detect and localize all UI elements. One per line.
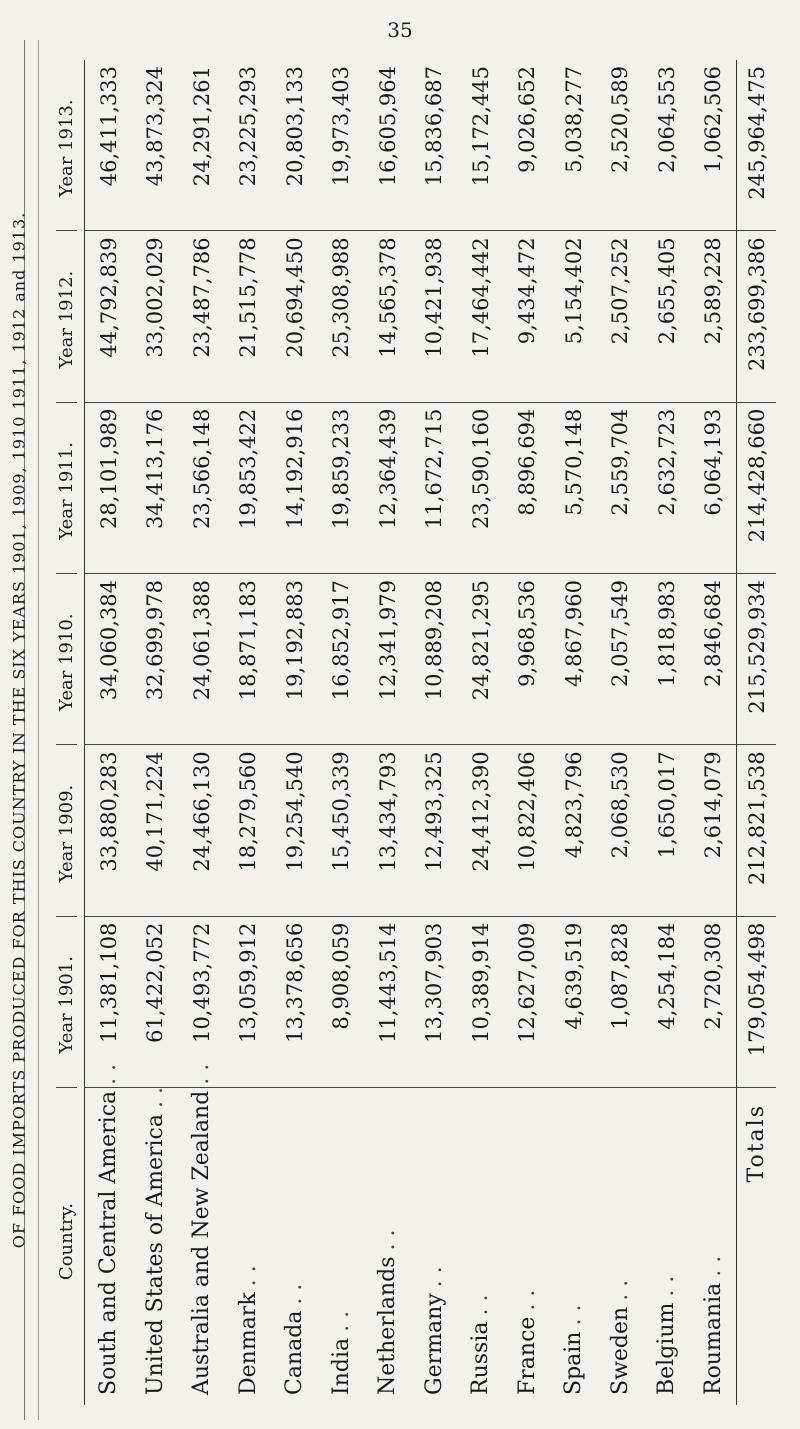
- value-cell: 5,570,148: [550, 402, 597, 573]
- table-row: [504, 60, 551, 1405]
- country-name: [364, 1087, 411, 1405]
- header-year: Year 1911.: [56, 402, 77, 573]
- value-cell: 13,378,656: [271, 916, 318, 1087]
- table-row: [225, 60, 272, 1405]
- value-cell: 2,720,308: [690, 916, 737, 1087]
- leader-dots: . .: [421, 1266, 447, 1288]
- value-cell: 23,590,160: [457, 402, 504, 573]
- value-cell: 44,792,839: [85, 230, 132, 401]
- header-year: Year 1910.: [56, 573, 77, 744]
- value-cell: 6,064,193: [690, 402, 737, 573]
- value-cell: 13,434,793: [364, 744, 411, 915]
- value-cell: 8,896,694: [504, 402, 551, 573]
- header-country: Country.: [56, 1087, 77, 1405]
- table-row: [643, 60, 690, 1405]
- imports-table: [48, 60, 776, 1405]
- value-cell: 43,873,324: [143, 66, 167, 187]
- value-cell: 2,846,684: [690, 573, 737, 744]
- country-name: [690, 1087, 737, 1405]
- value-cell: 19,859,233: [318, 402, 365, 573]
- value-cell: 2,057,549: [597, 573, 644, 744]
- value-cell: 19,973,403: [329, 66, 353, 187]
- value-cell: 19,254,540: [271, 744, 318, 915]
- value-cell: 15,836,687: [422, 66, 446, 187]
- table-row: [318, 60, 365, 1405]
- value-cell: 9,434,472: [504, 230, 551, 401]
- table-body: [85, 60, 736, 1405]
- value-cell: 25,308,988: [318, 230, 365, 401]
- value-cell: 15,172,445: [468, 66, 493, 187]
- country-label: Roumania: [700, 1282, 726, 1395]
- value-cell: 24,061,388: [178, 573, 225, 744]
- value-cell: 34,413,176: [132, 402, 179, 573]
- table-row: [178, 60, 225, 1405]
- leader-dots: . .: [468, 1294, 493, 1316]
- value-cell: 2,589,228: [690, 230, 737, 401]
- value-cell: 4,867,960: [550, 573, 597, 744]
- value-cell: 23,225,293: [236, 66, 260, 187]
- value-cell: 1,062,506: [701, 66, 725, 173]
- country-name: [597, 1087, 644, 1405]
- country-label: Denmark: [235, 1292, 261, 1395]
- leader-dots: . .: [282, 1283, 307, 1305]
- side-title-text: OF FOOD IMPORTS PRODUCED FOR THIS COUNTRY IN THE SIX YEARS 1901, 1909, 1910 1911, 1912 and 1913.: [9, 211, 29, 1249]
- value-cell: 16,605,964: [375, 66, 400, 187]
- table-row: [132, 60, 179, 1405]
- value-cell: 15,450,339: [318, 744, 365, 915]
- value-cell: 16,852,917: [318, 573, 365, 744]
- page-number: 35: [387, 18, 413, 42]
- totals-value: 214,428,660: [737, 402, 776, 573]
- country-name: [85, 1063, 132, 1405]
- value-cell: 18,279,560: [225, 744, 272, 915]
- value-cell: 14,565,378: [364, 230, 411, 401]
- value-cell: 46,411,333: [96, 66, 121, 187]
- header-year: Year 1912.: [56, 230, 77, 401]
- side-title: [0, 40, 38, 1420]
- country-name: [550, 1087, 597, 1405]
- value-cell: 10,822,406: [504, 744, 551, 915]
- header-year: Year 1901.: [56, 916, 77, 1087]
- value-cell: 10,389,914: [457, 916, 504, 1087]
- country-label: Spain: [561, 1331, 586, 1395]
- value-cell: 24,821,295: [457, 573, 504, 744]
- value-cell: 10,889,208: [411, 573, 458, 744]
- leader-dots: . .: [189, 1063, 214, 1085]
- totals-row: [736, 60, 776, 1405]
- value-cell: 33,002,029: [132, 230, 179, 401]
- country-name: [178, 1063, 225, 1405]
- value-cell: 23,487,786: [178, 230, 225, 401]
- table-row: [271, 60, 318, 1405]
- country-name: [504, 1087, 551, 1405]
- totals-value: 212,821,538: [737, 744, 776, 915]
- country-label: Canada: [282, 1310, 307, 1395]
- header-year: Year 1913.: [55, 99, 77, 197]
- value-cell: 14,192,916: [271, 402, 318, 573]
- table-row: [690, 60, 737, 1405]
- header-year: Year 1909.: [56, 744, 77, 915]
- totals-value: 179,054,498: [737, 916, 776, 1087]
- country-label: Belgium: [654, 1302, 679, 1395]
- value-cell: 28,101,989: [85, 402, 132, 573]
- country-label: Sweden: [607, 1306, 633, 1395]
- value-cell: 19,853,422: [225, 402, 272, 573]
- totals-value: 245,964,475: [744, 66, 769, 200]
- value-cell: 2,520,589: [608, 66, 632, 173]
- value-cell: 10,493,772: [178, 916, 225, 1087]
- value-cell: 2,655,405: [643, 230, 690, 401]
- value-cell: 20,694,450: [271, 230, 318, 401]
- country-name: [643, 1087, 690, 1405]
- table-row: [550, 60, 597, 1405]
- value-cell: 13,307,903: [411, 916, 458, 1087]
- country-name: [318, 1087, 365, 1405]
- table-header: [48, 60, 85, 1405]
- leader-dots: . .: [96, 1063, 121, 1085]
- value-cell: 10,421,938: [411, 230, 458, 401]
- country-name: [457, 1087, 504, 1405]
- value-cell: 17,464,442: [457, 230, 504, 401]
- country-label: Netherlands: [375, 1256, 400, 1395]
- leader-dots: . .: [607, 1279, 633, 1301]
- value-cell: 13,059,912: [225, 916, 272, 1087]
- totals-value: 233,699,386: [737, 230, 776, 401]
- country-label: France: [514, 1316, 540, 1395]
- value-cell: 4,639,519: [550, 916, 597, 1087]
- value-cell: 24,412,390: [457, 744, 504, 915]
- value-cell: 24,291,261: [189, 66, 214, 187]
- country-label: Germany: [421, 1293, 447, 1395]
- value-cell: 12,364,439: [364, 402, 411, 573]
- leader-dots: . .: [514, 1289, 540, 1311]
- value-cell: 1,087,828: [597, 916, 644, 1087]
- value-cell: 18,871,183: [225, 573, 272, 744]
- table-row: [411, 60, 458, 1405]
- value-cell: 33,880,283: [85, 744, 132, 915]
- value-cell: 11,443,514: [364, 916, 411, 1087]
- value-cell: 61,422,052: [132, 916, 179, 1087]
- value-cell: 12,493,325: [411, 744, 458, 915]
- leader-dots: . .: [375, 1229, 400, 1251]
- value-cell: 4,823,796: [550, 744, 597, 915]
- value-cell: 8,908,059: [318, 916, 365, 1087]
- country-label: Russia: [468, 1321, 493, 1395]
- country-label: Australia and New Zealand: [189, 1090, 214, 1395]
- leader-dots: . .: [561, 1304, 586, 1326]
- value-cell: 2,068,530: [597, 744, 644, 915]
- margin-rule: [38, 40, 39, 1420]
- leader-dots: . .: [235, 1265, 261, 1287]
- value-cell: 21,515,778: [225, 230, 272, 401]
- value-cell: 2,064,553: [654, 66, 679, 173]
- country-name: [411, 1087, 458, 1405]
- value-cell: 11,381,108: [85, 916, 132, 1087]
- leader-dots: . .: [700, 1255, 726, 1277]
- value-cell: 5,038,277: [561, 66, 586, 173]
- country-label: South and Central America: [96, 1090, 121, 1395]
- value-cell: 32,699,978: [132, 573, 179, 744]
- value-cell: 23,566,148: [178, 402, 225, 573]
- value-cell: 4,254,184: [643, 916, 690, 1087]
- value-cell: 1,650,017: [643, 744, 690, 915]
- totals-label: Totals: [737, 1087, 776, 1405]
- table-container: [48, 60, 776, 1405]
- value-cell: 9,026,652: [515, 66, 539, 173]
- value-cell: 12,341,979: [364, 573, 411, 744]
- value-cell: 19,192,883: [271, 573, 318, 744]
- value-cell: 2,507,252: [597, 230, 644, 401]
- value-cell: 2,632,723: [643, 402, 690, 573]
- leader-dots: . .: [328, 1310, 354, 1332]
- leader-dots: . .: [142, 1087, 168, 1108]
- table-row: [85, 60, 132, 1405]
- value-cell: 34,060,384: [85, 573, 132, 744]
- value-cell: 12,627,009: [504, 916, 551, 1087]
- value-cell: 11,672,715: [411, 402, 458, 573]
- value-cell: 1,818,983: [643, 573, 690, 744]
- value-cell: 40,171,224: [132, 744, 179, 915]
- table-row: [457, 60, 504, 1405]
- value-cell: 20,803,133: [282, 66, 307, 187]
- table-row: [597, 60, 644, 1405]
- value-cell: 9,968,536: [504, 573, 551, 744]
- country-label: United States of America: [142, 1114, 168, 1395]
- value-cell: 2,614,079: [690, 744, 737, 915]
- value-cell: 2,559,704: [597, 402, 644, 573]
- country-label: India: [328, 1337, 354, 1395]
- value-cell: 5,154,402: [550, 230, 597, 401]
- table-row: [364, 60, 411, 1405]
- country-name: [225, 1087, 272, 1405]
- country-name: [132, 1087, 179, 1405]
- value-cell: 24,466,130: [178, 744, 225, 915]
- country-name: [271, 1087, 318, 1405]
- totals-value: 215,529,934: [737, 573, 776, 744]
- leader-dots: . .: [654, 1275, 679, 1297]
